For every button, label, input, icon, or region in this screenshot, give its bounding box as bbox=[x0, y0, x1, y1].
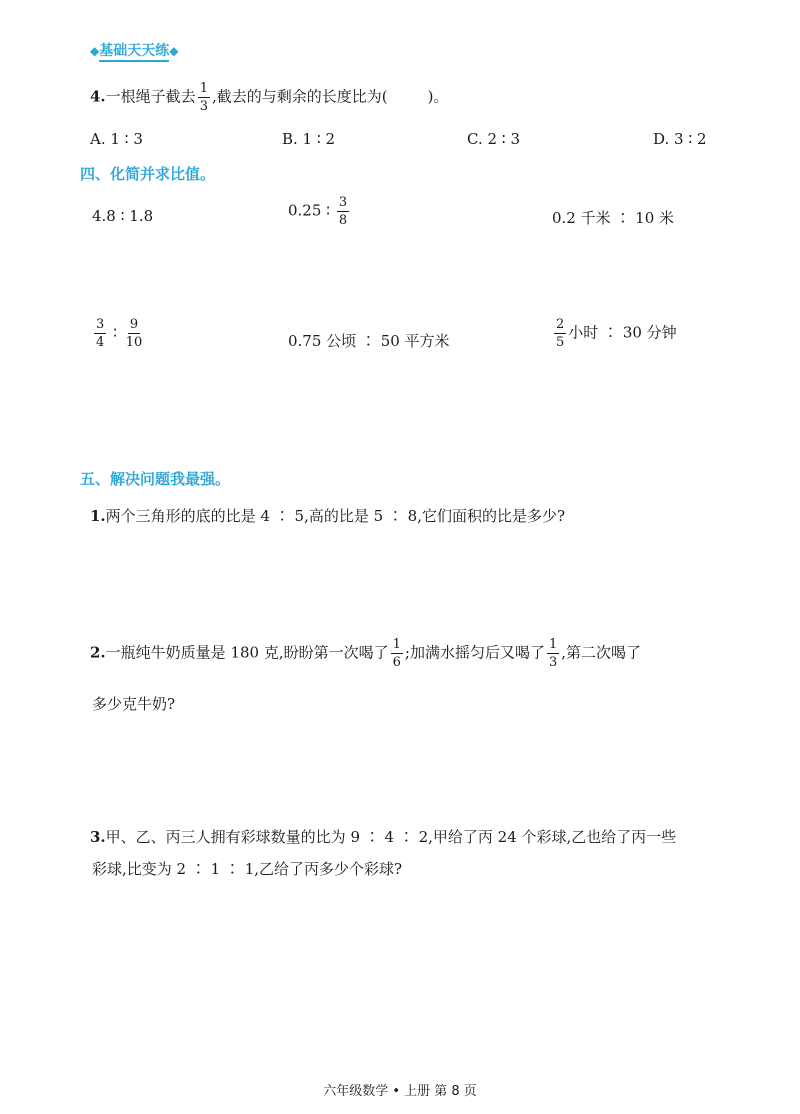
fraction bbox=[391, 638, 403, 669]
diamond-icon: ◆ bbox=[169, 44, 179, 58]
diamond-icon: ◆ bbox=[90, 44, 100, 58]
question-text: 一瓶纯牛奶质量是 180 克,盼盼第一次喝了 bbox=[105, 643, 389, 662]
fraction-denominator: 8 bbox=[338, 213, 348, 228]
fraction bbox=[337, 196, 349, 227]
ratio-separator: ∶ bbox=[113, 323, 117, 342]
question-number: 1. bbox=[90, 507, 106, 525]
question-number: 3. bbox=[90, 828, 106, 846]
fraction-numerator: 1 bbox=[548, 637, 558, 652]
question-4 bbox=[90, 82, 448, 113]
fraction bbox=[198, 82, 210, 113]
option-d[interactable]: D. 3 ∶ 2 bbox=[653, 130, 707, 148]
section-title: 五、解决问题我最强。 bbox=[80, 470, 231, 488]
section-tag bbox=[90, 40, 178, 60]
fraction-denominator: 10 bbox=[125, 335, 143, 350]
fraction-denominator: 3 bbox=[199, 99, 208, 114]
question-text: 一根绳子截去 bbox=[105, 87, 196, 106]
ratio-item-2 bbox=[288, 196, 351, 227]
ratio-item-6 bbox=[552, 318, 677, 349]
option-a[interactable]: A. 1 ∶ 3 bbox=[90, 130, 143, 148]
fraction-denominator: 6 bbox=[392, 655, 401, 670]
question-text: ;加满水摇匀后又喝了 bbox=[404, 643, 545, 662]
question-text: 两个三角形的底的比是 4 ∶ 5,高的比是 5 ∶ 8,它们面积的比是多少? bbox=[105, 507, 566, 525]
problem-2 bbox=[90, 638, 641, 669]
fraction-numerator: 1 bbox=[199, 81, 208, 96]
option-c[interactable]: C. 2 ∶ 3 bbox=[467, 130, 521, 148]
section-title: 四、化简并求比值。 bbox=[80, 165, 216, 183]
ratio-text: 0.25 ∶ bbox=[288, 201, 331, 220]
fraction-denominator: 4 bbox=[96, 335, 105, 350]
fraction bbox=[94, 318, 106, 349]
fraction-numerator: 3 bbox=[338, 195, 348, 210]
ratio-item-4 bbox=[92, 318, 146, 349]
fraction-numerator: 3 bbox=[96, 317, 105, 332]
question-text: 甲、乙、丙三人拥有彩球数量的比为 9 ∶ 4 ∶ 2,甲给了丙 24 个彩球,乙也给了丙一些 bbox=[105, 828, 677, 846]
fraction bbox=[124, 318, 145, 349]
question-number: 2. bbox=[90, 643, 106, 662]
fraction-numerator: 1 bbox=[392, 637, 401, 652]
fraction bbox=[554, 318, 566, 349]
problem-3 bbox=[90, 826, 676, 847]
ratio-item-1: 4.8 ∶ 1.8 bbox=[92, 207, 154, 225]
fraction-numerator: 2 bbox=[556, 317, 565, 332]
ratio-item-5: 0.75 公顷 ∶ 50 平方米 bbox=[288, 332, 450, 350]
fraction bbox=[547, 638, 559, 669]
section-tag-label: 基础天天练 bbox=[99, 43, 169, 62]
fraction-denominator: 3 bbox=[548, 655, 558, 670]
page-footer: 六年级数学 • 上册 第 8 页 bbox=[323, 1084, 477, 1099]
fraction-denominator: 5 bbox=[556, 335, 565, 350]
problem-3-line-2: 彩球,比变为 2 ∶ 1 ∶ 1,乙给了丙多少个彩球? bbox=[92, 860, 403, 878]
fraction-numerator: 9 bbox=[129, 317, 139, 332]
question-text: ,第二次喝了 bbox=[561, 643, 642, 662]
question-text: )。 bbox=[427, 87, 449, 106]
question-text: ,截去的与剩余的长度比为( bbox=[211, 87, 388, 106]
problem-1 bbox=[90, 505, 565, 526]
option-b[interactable]: B. 1 ∶ 2 bbox=[282, 130, 336, 148]
question-number: 4. bbox=[90, 87, 106, 106]
ratio-item-3: 0.2 千米 ∶ 10 米 bbox=[552, 209, 675, 227]
ratio-text: 小时 ∶ 30 分钟 bbox=[568, 323, 677, 342]
problem-2-line-2: 多少克牛奶? bbox=[92, 695, 176, 713]
